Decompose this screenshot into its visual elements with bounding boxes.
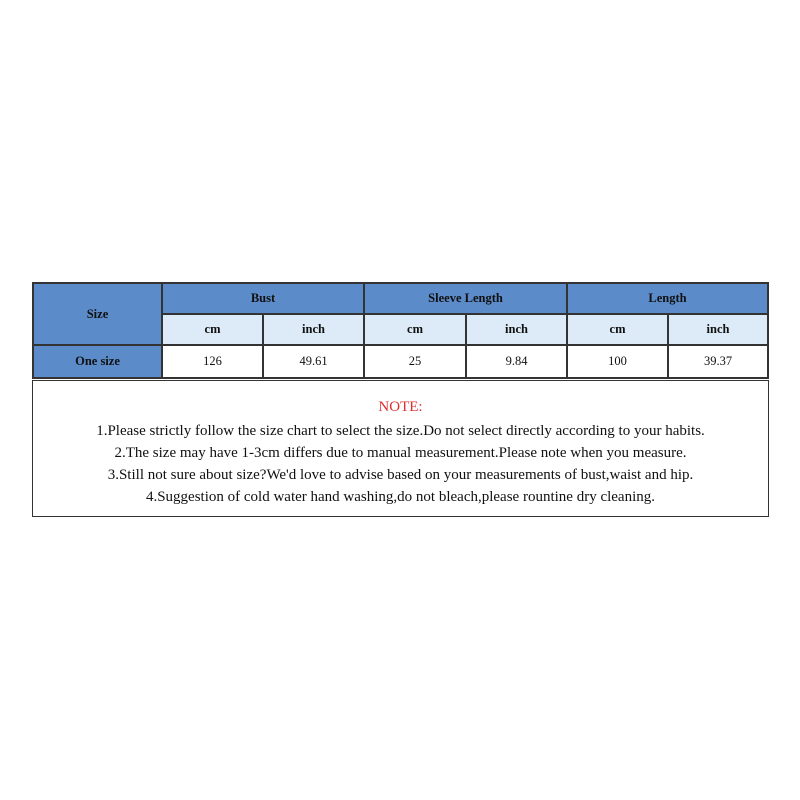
length-cm-value: 100	[567, 345, 668, 378]
bust-inch-header: inch	[263, 314, 364, 345]
sleeve-length-header: Sleeve Length	[364, 283, 567, 314]
note-line-4: 4.Suggestion of cold water hand washing,do not bleach,please rountine dry cleaning.	[145, 489, 656, 505]
note-line-2: 2.The size may have 1-3cm differs due to manual measurement.Please note when you measure.	[114, 445, 687, 461]
length-cm-header: cm	[567, 314, 668, 345]
sleeve-cm-header: cm	[364, 314, 466, 345]
note-line-1: 1.Please strictly follow the size chart to select the size.Do not select directly according to your habits.	[96, 423, 705, 439]
note-title: NOTE:	[378, 399, 423, 415]
bust-header: Bust	[162, 283, 364, 314]
row-size-label: One size	[33, 345, 162, 378]
length-header: Length	[567, 283, 768, 314]
sleeve-inch-value: 9.84	[466, 345, 567, 378]
bust-cm-value: 126	[162, 345, 263, 378]
sleeve-inch-header: inch	[466, 314, 567, 345]
size-chart-table	[32, 282, 769, 379]
note-box	[32, 380, 769, 517]
note-line-3: 3.Still not sure about size?We'd love to advise based on your measurements of bust,waist and hip.	[107, 467, 694, 483]
bust-cm-header: cm	[162, 314, 263, 345]
bust-inch-value: 49.61	[263, 345, 364, 378]
size-header: Size	[33, 283, 162, 345]
length-inch-header: inch	[668, 314, 768, 345]
length-inch-value: 39.37	[668, 345, 768, 378]
sleeve-cm-value: 25	[364, 345, 466, 378]
